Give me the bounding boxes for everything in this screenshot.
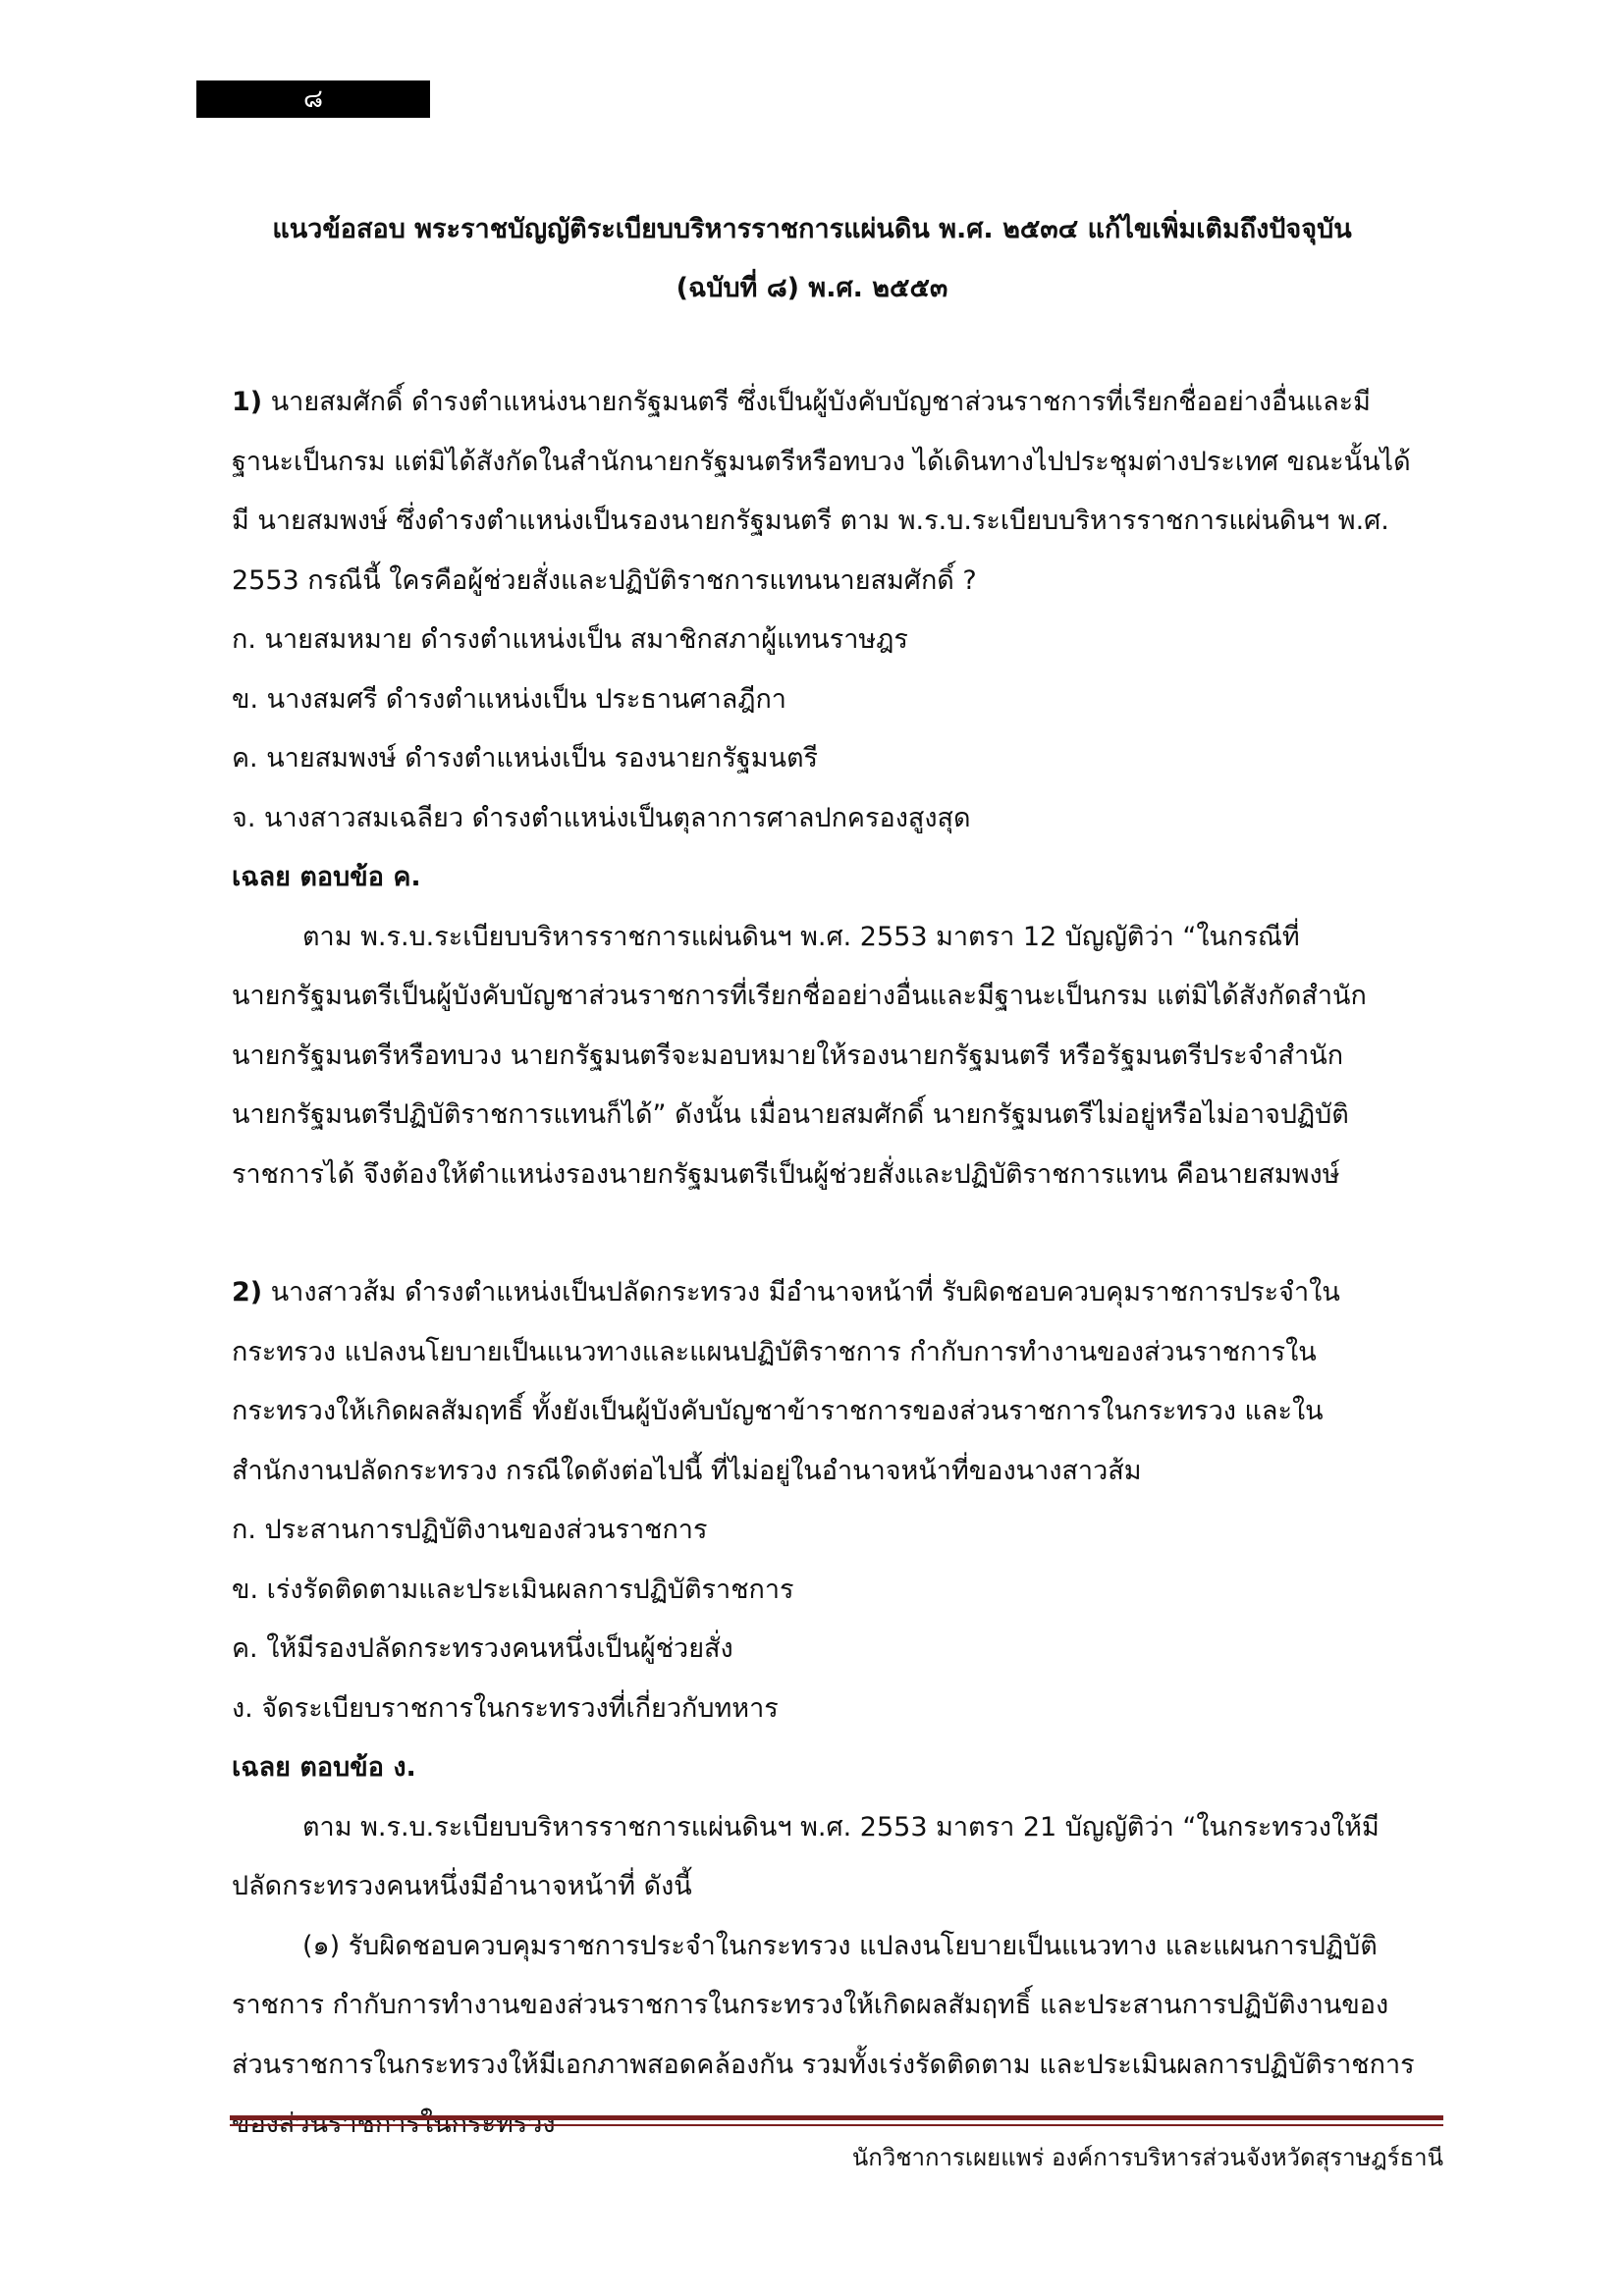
question-1-explanation-line: ตาม พ.ร.บ.ระเบียบบริหารราชการแผ่นดินฯ พ.ศ. 2553 มาตรา 12 บัญญัติว่า “ในกรณีที่	[302, 921, 1300, 952]
question-2-line: กระทรวงให้เกิดผลสัมฤทธิ์ ทั้งยังเป็นผู้บังคับบัญชาข้าราชการของส่วนราชการในกระทรวง และใน	[232, 1396, 1324, 1426]
question-1-choice-d: จ. นางสาวสมเฉลียว ดำรงตำแหน่งเป็นตุลาการศาลปกครองสูงสุด	[232, 802, 971, 833]
question-1-line: ฐานะเป็นกรม แต่มิได้สังกัดในสำนักนายกรัฐมนตรีหรือทบวง ได้เดินทางไปประชุมต่างประเทศ ขณะนั้นได้	[232, 446, 1411, 477]
document-title-line-2: (ฉบับที่ ๘) พ.ศ. ๒๕๕๓	[676, 273, 948, 303]
question-2-line: สำนักงานปลัดกระทรวง กรณีใดดังต่อไปนี้ ที่ไม่อยู่ในอำนาจหน้าที่ของนางสาวส้ม	[232, 1455, 1142, 1486]
question-1-text: นายสมศักดิ์ ดำรงตำแหน่งนายกรัฐมนตรี ซึ่งเป็นผู้บังคับบัญชาส่วนราชการที่เรียกชื่ออย่างอื่นและมี	[262, 387, 1371, 417]
question-2-choice-d: ง. จัดระเบียบราชการในกระทรวงที่เกี่ยวกับทหาร	[232, 1692, 779, 1724]
question-2-explanation-line: (๑) รับผิดชอบควบคุมราชการประจำในกระทรวง แปลงนโยบายเป็นแนวทาง และแผนการปฏิบัติ	[302, 1930, 1378, 1961]
document-body	[232, 373, 1439, 2155]
page-number: ๘	[196, 80, 430, 118]
question-1-line: มี นายสมพงษ์ ซึ่งดำรงตำแหน่งเป็นรองนายกรัฐมนตรี ตาม พ.ร.บ.ระเบียบบริหารราชการแผ่นดินฯ พ.ศ.	[232, 506, 1389, 536]
question-1-choice-a: ก. นายสมหมาย ดำรงตำแหน่งเป็น สมาชิกสภาผู้แทนราษฎร	[232, 624, 908, 655]
question-1-explanation-line: ราชการได้ จึงต้องให้ตำแหน่งรองนายกรัฐมนตรีเป็นผู้ช่วยสั่งและปฏิบัติราชการแทน คือนายสมพงษ์	[232, 1158, 1340, 1190]
question-1-line	[232, 373, 1439, 433]
question-1-explanation-line: นายกรัฐมนตรีเป็นผู้บังคับบัญชาส่วนราชการที่เรียกชื่ออย่างอื่นและมีฐานะเป็นกรม แต่มิได้สังกัดสำนัก	[232, 981, 1367, 1011]
question-2-number: 2)	[232, 1277, 263, 1308]
question-1-choice-b: ข. นางสมศรี ดำรงตำแหน่งเป็น ประธานศาลฎีกา	[232, 683, 786, 715]
footer-text: นักวิชาการเผยแพร่ องค์การบริหารส่วนจังหวัดสุราษฎร์ธานี	[851, 2144, 1443, 2171]
question-2-line	[232, 1263, 1439, 1323]
question-2-explanation-line: ราชการ กำกับการทำงานของส่วนราชการในกระทรวงให้เกิดผลสัมฤทธิ์ และประสานการปฏิบัติงานของ	[232, 1990, 1389, 2020]
footer-rule	[230, 2115, 1443, 2120]
document-title-line-1: แนวข้อสอบ พระราชบัญญัติระเบียบบริหารราชการแผ่นดิน พ.ศ. ๒๕๓๔ แก้ไขเพิ่มเติมถึงปัจจุบัน	[272, 214, 1352, 244]
question-1-number: 1)	[232, 387, 263, 417]
question-2-line: กระทรวง แปลงนโยบายเป็นแนวทางและแผนปฏิบัติราชการ กำกับการทำงานของส่วนราชการใน	[232, 1336, 1317, 1367]
question-2-explanation-line: ส่วนราชการในกระทรวงให้มีเอกภาพสอดคล้องกัน รวมทั้งเร่งรัดติดตาม และประเมินผลการปฏิบัติราชการ	[232, 2049, 1415, 2080]
question-1-explanation-line: นายกรัฐมนตรีหรือทบวง นายกรัฐมนตรีจะมอบหมายให้รองนายกรัฐมนตรี หรือรัฐมนตรีประจำสำนัก	[232, 1040, 1344, 1071]
question-2-answer: เฉลย ตอบข้อ ง.	[232, 1752, 416, 1783]
question-1-line: 2553 กรณีนี้ ใครคือผู้ช่วยสั่งและปฏิบัติราชการแทนนายสมศักดิ์ ?	[232, 564, 977, 596]
question-1-choice-c: ค. นายสมพงษ์ ดำรงตำแหน่งเป็น รองนายกรัฐมนตรี	[232, 743, 819, 774]
question-spacer	[232, 1204, 1439, 1263]
question-2-text: นางสาวส้ม ดำรงตำแหน่งเป็นปลัดกระทรวง มีอำนาจหน้าที่ รับผิดชอบควบคุมราชการประจำใน	[262, 1277, 1340, 1308]
question-2-explanation-line: ตาม พ.ร.บ.ระเบียบบริหารราชการแผ่นดินฯ พ.ศ. 2553 มาตรา 21 บัญญัติว่า “ในกระทรวงให้มี	[302, 1811, 1380, 1842]
question-2-choice-b: ข. เร่งรัดติดตามและประเมินผลการปฏิบัติราชการ	[232, 1574, 794, 1605]
question-1-answer: เฉลย ตอบข้อ ค.	[232, 862, 421, 892]
question-2-explanation-line: ปลัดกระทรวงคนหนึ่งมีอำนาจหน้าที่ ดังนี้	[232, 1871, 692, 1901]
footer-rule-thin	[230, 2124, 1443, 2126]
question-2-choice-c: ค. ให้มีรองปลัดกระทรวงคนหนึ่งเป็นผู้ช่วยสั่ง	[232, 1633, 733, 1664]
question-2-choice-a: ก. ประสานการปฏิบัติงานของส่วนราชการ	[232, 1515, 708, 1545]
question-1-explanation-line: นายกรัฐมนตรีปฏิบัติราชการแทนก็ได้” ดังนั้น เมื่อนายสมศักดิ์ นายกรัฐมนตรีไม่อยู่หรือไม่อาจปฏิบัติ	[232, 1099, 1349, 1130]
